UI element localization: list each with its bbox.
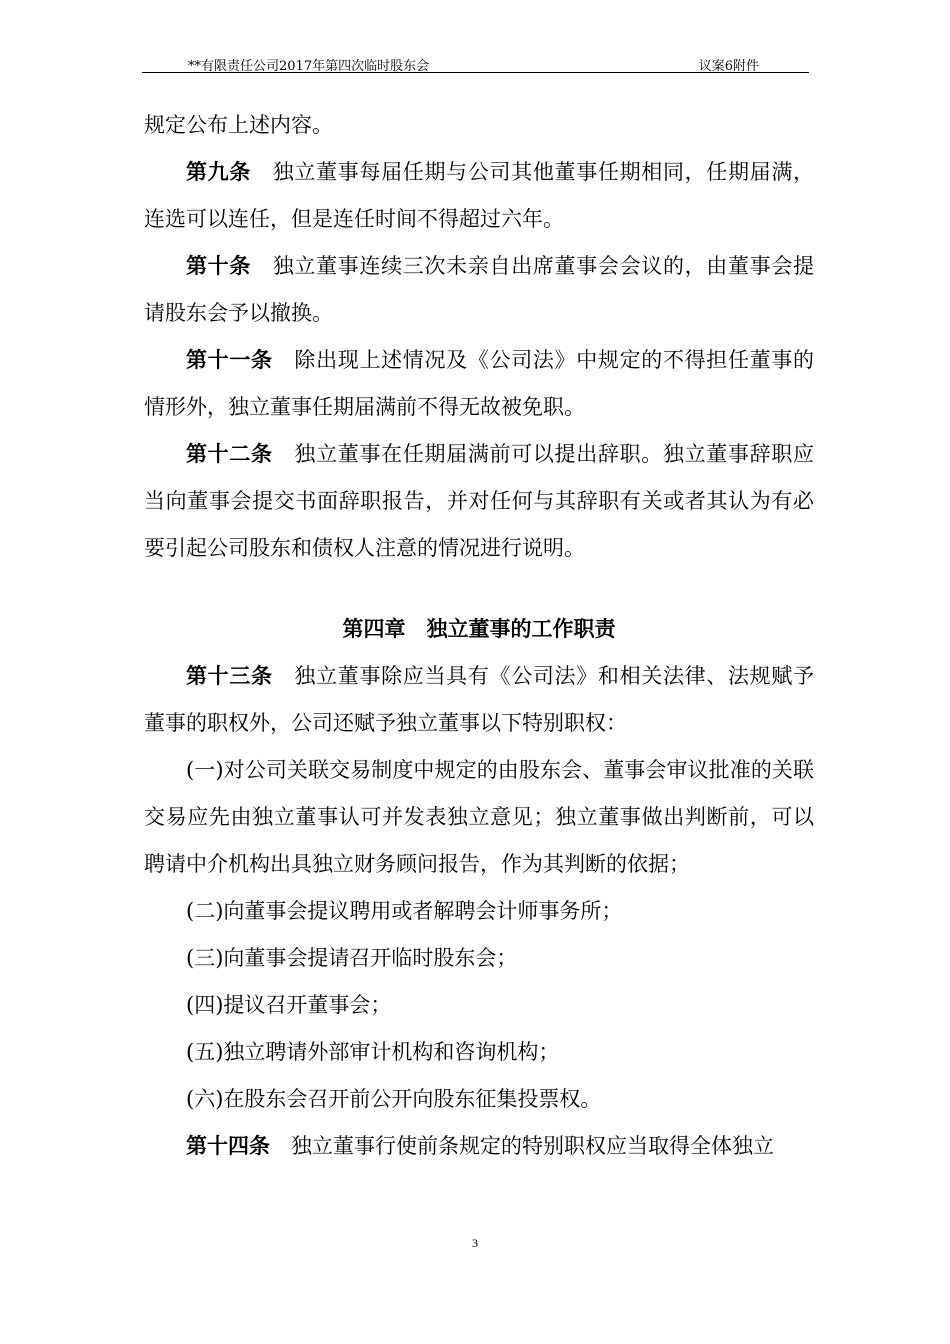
article-10-text: 独立董事连续三次未亲自出席董事会会议的，由董事会提请股东会予以撤换。 xyxy=(144,254,815,325)
article-13 xyxy=(144,653,814,747)
article-9 xyxy=(144,149,814,243)
chapter-heading: 第四章 独立董事的工作职责 xyxy=(342,617,616,641)
article-11-text: 除出现上述情况及《公司法》中规定的不得担任董事的情形外，独立董事任期届满前不得无故被免职。 xyxy=(144,348,815,419)
article-13-label: 第十三条 xyxy=(186,664,273,688)
article-10 xyxy=(144,243,814,337)
page-header xyxy=(142,52,809,73)
article-14-label: 第十四条 xyxy=(186,1134,270,1158)
article-9-label: 第九条 xyxy=(186,160,252,184)
article-13-text: 独立董事除应当具有《公司法》和相关法律、法规赋予董事的职权外，公司还赋予独立董事以下特别职权： xyxy=(144,664,815,735)
article-12 xyxy=(144,431,814,572)
list-item: (一)对公司关联交易制度中规定的由股东会、董事会审议批准的关联交易应先由独立董事认可并发表独立意见；独立董事做出判断前，可以聘请中介机构出具独立财务顾问报告，作为其判断的依据； xyxy=(144,758,814,876)
list-item: (二)向董事会提议聘用或者解聘会计师事务所； xyxy=(186,899,623,923)
list-item: (四)提议召开董事会； xyxy=(186,993,392,1017)
list-item: (三)向董事会提请召开临时股东会； xyxy=(186,946,518,970)
article-11 xyxy=(144,337,814,431)
article-9-text: 独立董事每届任期与公司其他董事任期相同，任期届满，连选可以连任，但是连任时间不得超过六年。 xyxy=(144,160,815,231)
article-14 xyxy=(144,1123,814,1170)
article-10-label: 第十条 xyxy=(186,254,252,278)
article-12-text: 独立董事在任期届满前可以提出辞职。独立董事辞职应当向董事会提交书面辞职报告，并对任何与其辞职有关或者其认为有必要引起公司股东和债权人注意的情况进行说明。 xyxy=(144,442,815,560)
list-item: (五)独立聘请外部审计机构和咨询机构； xyxy=(186,1040,560,1064)
page-number: 3 xyxy=(472,1236,478,1250)
header-attachment-label: 议案6附件 xyxy=(698,59,759,74)
header-title: **有限责任公司2017年第四次临时股东会 xyxy=(188,59,430,74)
article-14-text: 独立董事行使前条规定的特别职权应当取得全体独立 xyxy=(291,1134,774,1158)
article-12-label: 第十二条 xyxy=(186,442,273,466)
list-item: (六)在股东会召开前公开向股东征集投票权。 xyxy=(186,1087,602,1111)
article-11-label: 第十一条 xyxy=(186,348,273,372)
paragraph-continuation: 规定公布上述内容。 xyxy=(144,113,333,137)
document-body xyxy=(144,102,814,1170)
